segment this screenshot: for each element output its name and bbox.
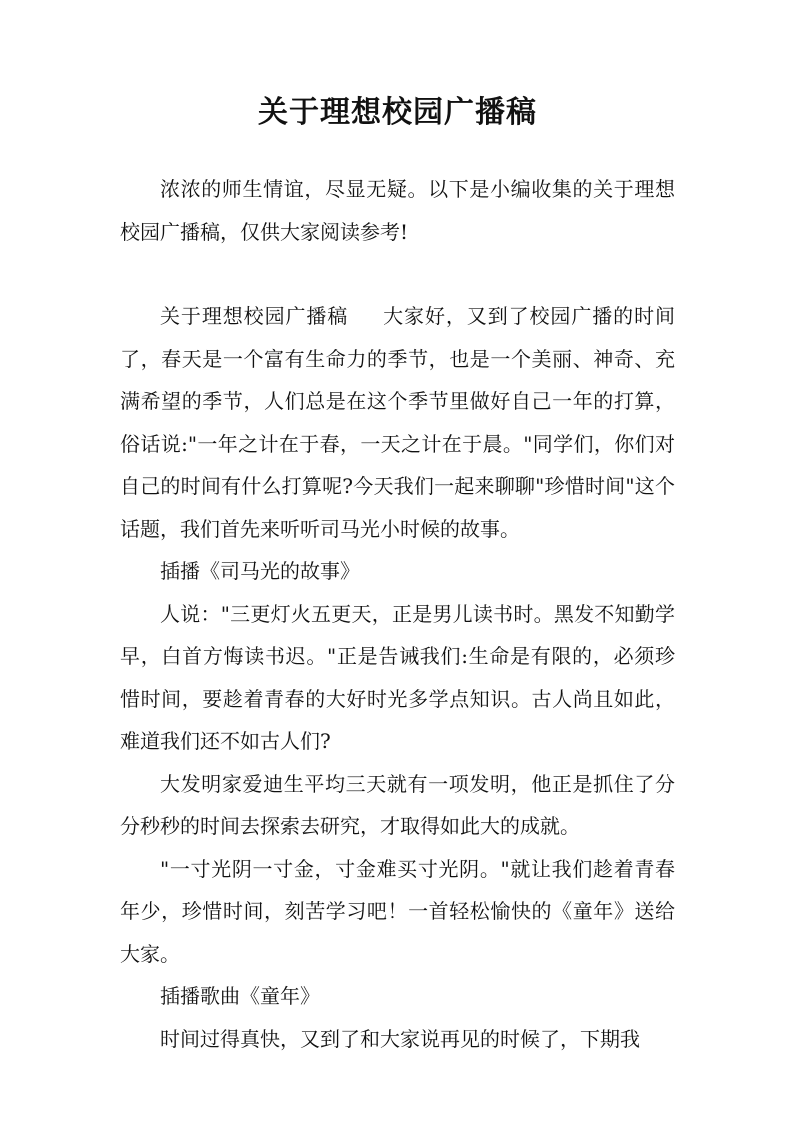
insert-song-line: 插播歌曲《童年》 [160,984,320,1008]
body-opening-text: 大家好，又到了校园广播的时间了，春天是一个富有生命力的季节，也是一个美丽、神奇、充满希望的季节，人们总是在这个季节里做好自己一年的打算，俗话说:"一年之计在于春，一天之计在于晨。"同学们，你们对自己的时间有什么打算呢?今天我们一起来聊聊"珍惜时间"这个话题，我们首先来听听司马光小时候的故事。 [120,304,676,541]
document-title: 关于理想校园广播稿 [258,95,537,130]
edison-paragraph: 大发明家爱迪生平均三天就有一项发明，他正是抓住了分分秒秒的时间去探索去研究，才取得如此大的成就。 [120,771,675,838]
intro-paragraph: 浓浓的师生情谊，尽显无疑。以下是小编收集的关于理想校园广播稿，仅供大家阅读参考! [120,177,675,244]
insert-story-line: 插播《司马光的故事》 [160,559,360,583]
closing-paragraph: 时间过得真快，又到了和大家说再见的时候了，下期我 [160,1026,640,1051]
body-paragraph-opening [120,295,675,550]
time-value-paragraph: "一寸光阴一寸金，寸金难买寸光阴。"就让我们趁着青春年少，珍惜时间，刻苦学习吧！一首轻松愉快的《童年》送给大家。 [120,856,675,966]
body-heading: 关于理想校园广播稿 [160,304,349,328]
proverb-paragraph: 人说："三更灯火五更天，正是男儿读书时。黑发不知勤学早，白首方悔读书迟。"正是告诫我们:生命是有限的，必须珍惜时间，要趁着青春的大好时光多学点知识。古人尚且如此，难道我们还不如古人们? [120,601,675,753]
paragraph-spacer [120,253,675,295]
